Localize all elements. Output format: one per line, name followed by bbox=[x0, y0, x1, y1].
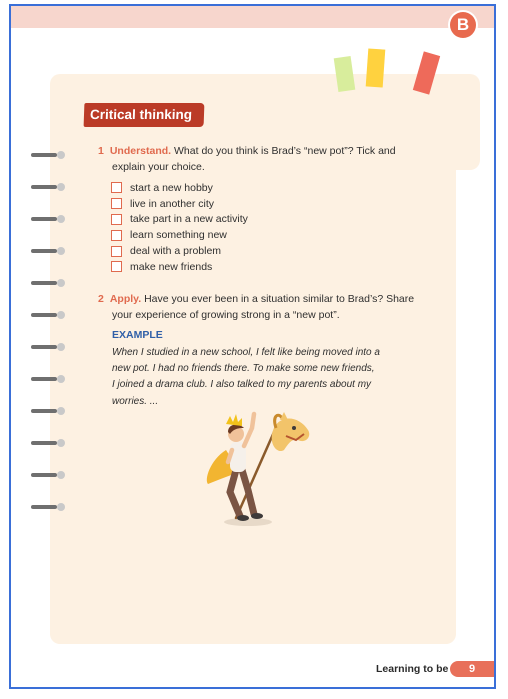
binding-ring bbox=[31, 407, 67, 415]
top-band bbox=[11, 6, 494, 28]
example-line: When I studied in a new school, I felt like being moved into a bbox=[112, 347, 380, 358]
question-2 bbox=[98, 291, 414, 323]
checkbox[interactable] bbox=[111, 214, 122, 225]
option-item[interactable] bbox=[111, 196, 248, 212]
option-item[interactable] bbox=[111, 212, 248, 228]
binding-ring bbox=[31, 183, 67, 191]
footer-unit-title: Learning to be bbox=[376, 663, 449, 675]
option-label: take part in a new activity bbox=[130, 213, 248, 226]
boy-hobby-horse-illustration bbox=[200, 404, 320, 528]
example-line: new pot. I had no friends there. To make some new friends, bbox=[112, 363, 375, 375]
option-item[interactable] bbox=[111, 243, 248, 259]
question-keyword: Apply. bbox=[109, 293, 142, 305]
question-text-continued: your experience of growing strong in a “new pot”. bbox=[112, 309, 340, 321]
option-label: make new friends bbox=[130, 260, 213, 273]
binding-ring bbox=[31, 439, 67, 447]
sticky-note-yellow bbox=[366, 48, 386, 87]
binding-ring bbox=[31, 151, 67, 159]
question-1 bbox=[98, 143, 396, 175]
question-number: 2 bbox=[98, 293, 104, 305]
page-number: 9 bbox=[450, 661, 494, 677]
binding-ring bbox=[31, 279, 67, 287]
checkbox[interactable] bbox=[111, 182, 122, 193]
checkbox[interactable] bbox=[111, 261, 122, 272]
option-item[interactable] bbox=[111, 227, 248, 243]
example-text bbox=[112, 345, 412, 410]
option-list bbox=[111, 180, 248, 275]
section-title-banner: Critical thinking bbox=[84, 103, 205, 127]
option-item[interactable] bbox=[111, 180, 248, 196]
binding-ring bbox=[31, 311, 67, 319]
binding-ring bbox=[31, 471, 67, 479]
checkbox[interactable] bbox=[111, 246, 122, 257]
option-label: live in another city bbox=[130, 197, 215, 210]
option-label: learn something new bbox=[130, 229, 227, 242]
binding-ring bbox=[31, 215, 67, 223]
question-text-continued: explain your choice. bbox=[112, 161, 205, 173]
question-text: Have you ever been in a situation similar to Brad’s? Share bbox=[141, 293, 415, 305]
checkbox[interactable] bbox=[111, 230, 122, 241]
example-line: I joined a drama club. I also talked to my parents about my bbox=[112, 379, 372, 391]
binding-ring bbox=[31, 375, 67, 383]
option-item[interactable] bbox=[111, 259, 248, 275]
option-label: start a new hobby bbox=[130, 181, 213, 194]
example-label: EXAMPLE bbox=[112, 329, 163, 341]
example-line: worries. ... bbox=[112, 395, 159, 407]
section-badge: B bbox=[450, 12, 476, 38]
question-number: 1 bbox=[98, 145, 104, 157]
question-text: What do you think is Brad’s “new pot”? Tick and bbox=[171, 145, 396, 157]
option-label: deal with a problem bbox=[130, 245, 222, 258]
binding-ring bbox=[31, 247, 67, 255]
checkbox[interactable] bbox=[111, 198, 122, 209]
binding-ring bbox=[31, 503, 67, 511]
binding-ring bbox=[31, 343, 67, 351]
question-keyword: Understand. bbox=[109, 145, 172, 157]
